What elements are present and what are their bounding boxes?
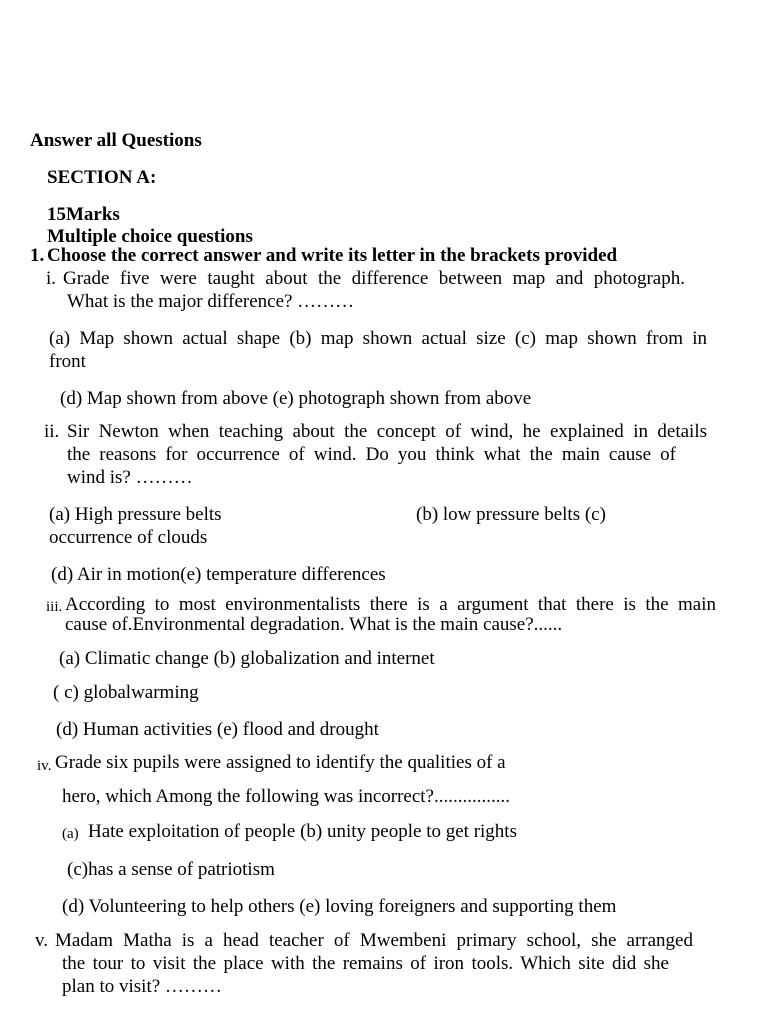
item-i-options-row1: (a) Map shown actual shape (b) map shown actual size (c) map shown from in	[49, 328, 707, 349]
item-ii-numeral: ii.	[44, 421, 60, 442]
item-v-line1: Madam Matha is a head teacher of Mwembeni primary school, she arranged	[55, 930, 693, 951]
item-iv-line1: Grade six pupils were assigned to identify the qualities of a	[55, 752, 506, 773]
item-ii-option-a: (a) High pressure belts	[49, 504, 222, 525]
item-iii-option-ab: (a) Climatic change (b) globalization and internet	[59, 648, 435, 669]
item-i-line2: What is the major difference? ………	[67, 291, 355, 312]
question-number: 1.	[30, 245, 45, 266]
item-i-options-row2: (d) Map shown from above (e) photograph shown from above	[60, 388, 532, 409]
marks-label: 15Marks	[47, 204, 120, 225]
item-iv-line2: hero, which Among the following was incorrect?................	[62, 786, 510, 807]
section-heading: SECTION A:	[47, 167, 157, 188]
item-iv-numeral: iv.	[37, 758, 52, 774]
item-iii-option-c: ( c) globalwarming	[53, 682, 199, 703]
item-iii-line1: According to most environmentalists there is a argument that there is the main	[65, 594, 716, 615]
item-i-options-row1-cont: front	[49, 351, 86, 372]
item-ii-line3: wind is? ………	[67, 467, 193, 488]
item-ii-option-de: (d) Air in motion(e) temperature differences	[51, 564, 386, 585]
item-iii-line2: cause of.Environmental degradation. What is the main cause?......	[65, 614, 563, 635]
item-i-numeral: i.	[46, 268, 57, 289]
item-i-line1: Grade five were taught about the difference between map and photograph.	[63, 268, 685, 289]
question-type-label: Multiple choice questions	[47, 226, 253, 247]
item-iv-option-ab: Hate exploitation of people (b) unity people to get rights	[88, 821, 517, 842]
item-iv-option-c: (c)has a sense of patriotism	[67, 859, 275, 880]
item-ii-line1: Sir Newton when teaching about the concept of wind, he explained in details	[67, 421, 707, 442]
item-ii-option-c-cont: occurrence of clouds	[49, 527, 208, 548]
item-iii-option-de: (d) Human activities (e) flood and drought	[56, 719, 379, 740]
instruction-heading: Answer all Questions	[30, 130, 202, 151]
item-iii-numeral: iii.	[46, 599, 63, 615]
item-iv-option-a-label: (a)	[62, 826, 79, 842]
item-v-numeral: v.	[35, 930, 49, 951]
item-ii-option-bc: (b) low pressure belts (c)	[416, 504, 606, 525]
question-instruction: Choose the correct answer and write its letter in the brackets provided	[47, 245, 618, 266]
item-ii-line2: the reasons for occurrence of wind. Do you think what the main cause of	[67, 444, 676, 465]
item-v-line3: plan to visit? ………	[62, 976, 222, 997]
item-iv-option-de: (d) Volunteering to help others (e) loving foreigners and supporting them	[62, 896, 617, 917]
item-v-line2: the tour to visit the place with the remains of iron tools. Which site did she	[62, 953, 669, 974]
